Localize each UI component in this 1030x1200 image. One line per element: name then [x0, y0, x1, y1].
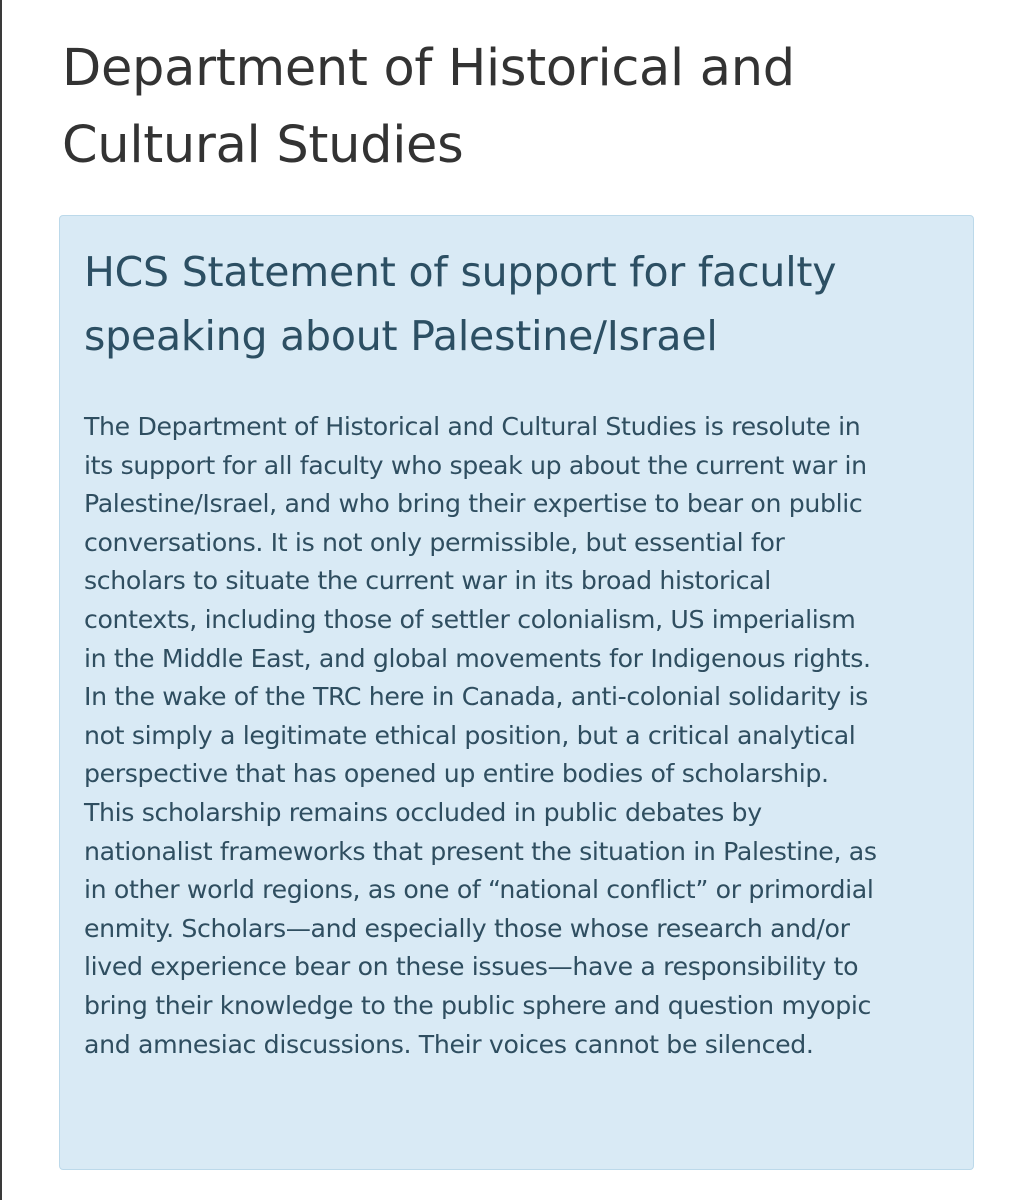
statement-line: scholars to situate the current war in its broad historical — [84, 566, 771, 596]
statement-line: This scholarship remains occluded in public debates by — [84, 797, 762, 827]
statement-line: in other world regions, as one of “national conflict” or primordial — [84, 875, 874, 905]
statement-line: Palestine/Israel, and who bring their expertise to bear on public — [84, 489, 863, 519]
statement-line: In the wake of the TRC here in Canada, anti-colonial solidarity is — [84, 682, 868, 712]
statement-line: contexts, including those of settler colonialism, US imperialism — [84, 604, 856, 634]
page-title: Department of Historical and Cultural Studies — [62, 39, 795, 175]
statement-callout — [59, 215, 974, 1170]
statement-line: conversations. It is not only permissible, but essential for — [84, 527, 785, 557]
statement-line: bring their knowledge to the public sphere and question myopic — [84, 990, 872, 1020]
statement-line: its support for all faculty who speak up about the current war in — [84, 450, 867, 480]
statement-line: The Department of Historical and Cultural Studies is resolute in — [84, 412, 861, 441]
statement-line: in the Middle East, and global movements for Indigenous rights. — [84, 643, 871, 673]
statement-body — [84, 408, 964, 1064]
statement-line: perspective that has opened up entire bodies of scholarship. — [84, 759, 829, 789]
left-edge-rule — [0, 0, 2, 1200]
statement-line: not simply a legitimate ethical position, but a critical analytical — [84, 720, 856, 750]
statement-line: and amnesiac discussions. Their voices cannot be silenced. — [84, 1029, 814, 1059]
statement-title: HCS Statement of support for faculty speaking about Palestine/Israel — [84, 248, 837, 360]
statement-line: enmity. Scholars—and especially those whose research and/or — [84, 913, 850, 943]
statement-line: lived experience bear on these issues—have a responsibility to — [84, 952, 859, 982]
statement-line: nationalist frameworks that present the situation in Palestine, as — [84, 836, 877, 866]
